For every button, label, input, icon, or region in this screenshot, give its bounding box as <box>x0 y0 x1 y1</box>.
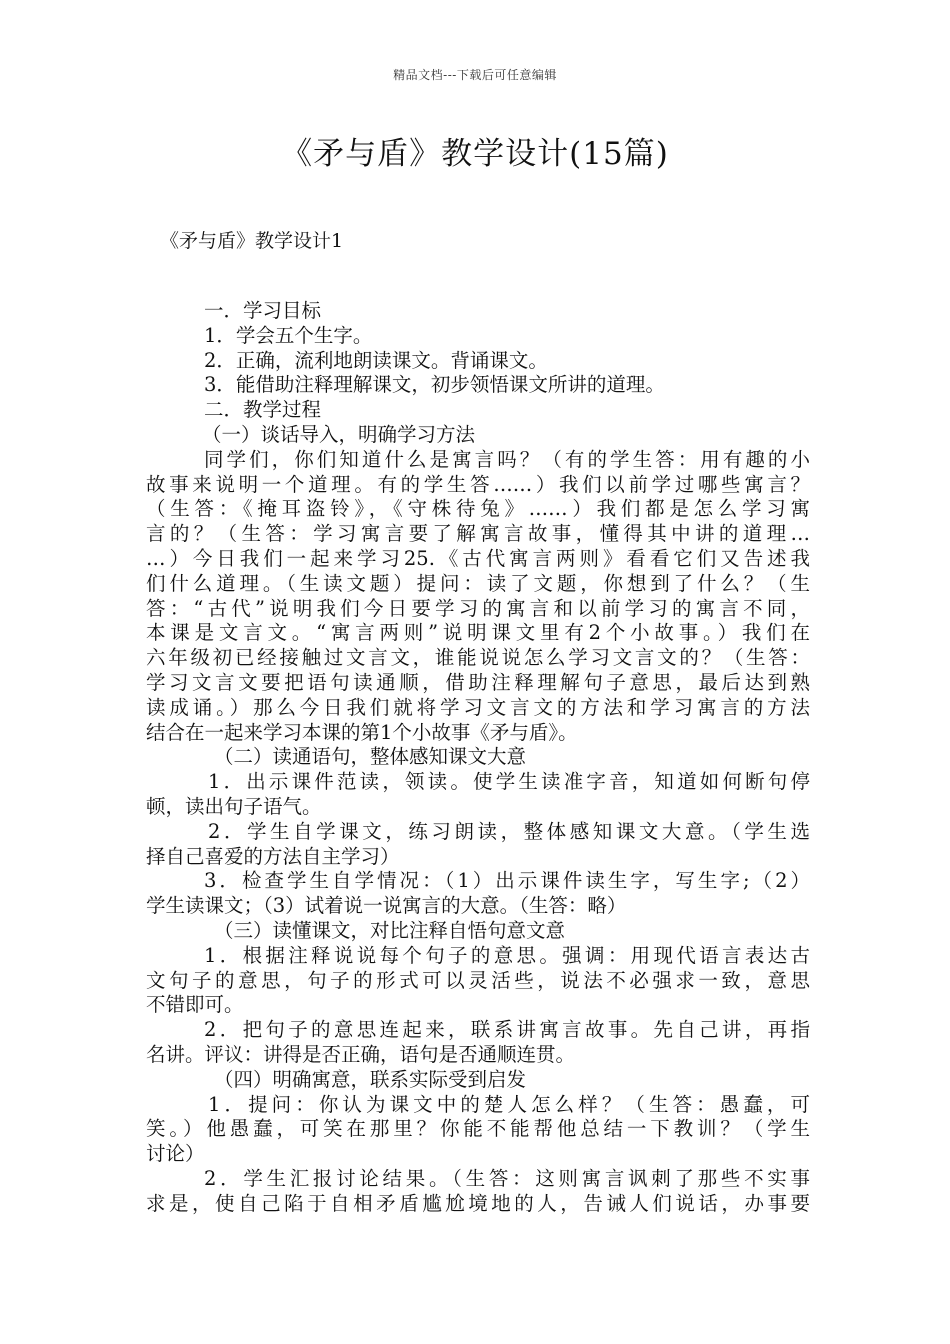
list-item: 2．正确，流利地朗读课文。背诵课文。 <box>204 348 548 372</box>
paragraph-line: 2．把句子的意思连起来，联系讲寓言故事。先自己讲，再指 <box>204 1018 810 1042</box>
paragraph-line: （生答：《掩耳盗铃》，《守株待兔》……）我们都是怎么学习寓 <box>146 497 810 521</box>
paragraph-line: 择自己喜爱的方法自主学习） <box>146 844 400 868</box>
subheading-1: （一）谈话导入，明确学习方法 <box>202 422 476 446</box>
paragraph-line: 顿，读出句子语气。 <box>146 794 322 818</box>
paragraph-line: 求是，使自己陷于自相矛盾尴尬境地的人，告诫人们说话，办事要 <box>146 1191 810 1215</box>
paragraph-line: 名讲。评议：讲得是否正确，语句是否通顺连贯。 <box>146 1042 576 1066</box>
paragraph-line: 学习文言文要把语句读通顺，借助注释理解句子意思，最后达到熟 <box>146 670 810 694</box>
paragraph-line: 2．学生自学课文，练习朗读，整体感知课文大意。（学生选 <box>208 819 810 843</box>
heading-learning-goals: 一．学习目标 <box>204 299 322 322</box>
paragraph-line: 答：“古代”说明我们今日要学习的寓言和以前学习的寓言不同， <box>146 596 810 620</box>
header-note: 精品文档---下载后可任意编辑 <box>393 68 557 82</box>
paragraph-line: 们什么道理。（生读文题）提问：读了文题，你想到了什么？（生 <box>146 571 810 595</box>
paragraph-line: …）今日我们一起来学习25.《古代寓言两则》看看它们又告述我 <box>146 546 810 570</box>
paragraph-line: 读成诵。）那么今日我们就将学习文言文的方法和学习寓言的方法 <box>146 695 810 719</box>
paragraph-line: 本课是文言文。“寓言两则”说明课文里有2个小故事。）我们在 <box>146 621 810 645</box>
subheading-4: （四）明确寓意，联系实际受到启发 <box>214 1067 527 1091</box>
paragraph-line: 故事来说明一个道理。有的学生答……）我们以前学过哪些寓言？ <box>146 472 810 496</box>
list-item: 3．能借助注释理解课文，初步领悟课文所讲的道理。 <box>204 373 665 397</box>
section-subtitle: 《矛与盾》教学设计1 <box>160 230 344 252</box>
document-title: 《矛与盾》教学设计(15篇) <box>281 136 669 172</box>
paragraph-line: 笑。）他愚蠢，可笑在那里？你能不能帮他总结一下教训？（学生 <box>146 1117 810 1141</box>
paragraph-line: 同学们，你们知道什么是寓言吗？（有的学生答：用有趣的小 <box>204 447 810 471</box>
paragraph-line: 不错即可。 <box>146 993 244 1017</box>
paragraph-line: 2．学生汇报讨论结果。（生答：这则寓言讽刺了那些不实事 <box>204 1166 810 1190</box>
document-body <box>146 299 810 1216</box>
paragraph-line: 六年级初已经接触过文言文，谁能说说怎么学习文言文的？（生答： <box>146 646 810 670</box>
subheading-3: （三）读懂课文，对比注释自悟句意文意 <box>214 918 566 942</box>
paragraph-line: 讨论） <box>146 1142 205 1166</box>
paragraph-line: 1．根据注释说说每个句子的意思。强调：用现代语言表达古 <box>204 943 810 967</box>
paragraph-line: 3．检查学生自学情况：（1）出示课件读生字，写生字;（2） <box>204 869 810 893</box>
paragraph-line: 结合在一起来学习本课的第1个小故事《矛与盾》。 <box>146 720 578 744</box>
paragraph-line: 言的？（生答：学习寓言要了解寓言故事，懂得其中讲的道理… <box>146 522 810 546</box>
heading-teaching-process: 二．教学过程 <box>204 398 322 422</box>
paragraph-line: 文句子的意思，句子的形式可以灵活些，说法不必强求一致，意思 <box>146 968 810 992</box>
paragraph-line: 1．出示课件范读，领读。使学生读准字音，知道如何断句停 <box>208 770 810 794</box>
paragraph-line: 学生读课文；（3）试着说一说寓言的大意。（生答：略） <box>146 894 627 918</box>
subheading-2: （二）读通语句，整体感知课文大意 <box>214 745 527 769</box>
paragraph-line: 1．提问：你认为课文中的楚人怎么样？（生答：愚蠢，可 <box>208 1092 810 1116</box>
list-item: 1．学会五个生字。 <box>204 323 373 347</box>
